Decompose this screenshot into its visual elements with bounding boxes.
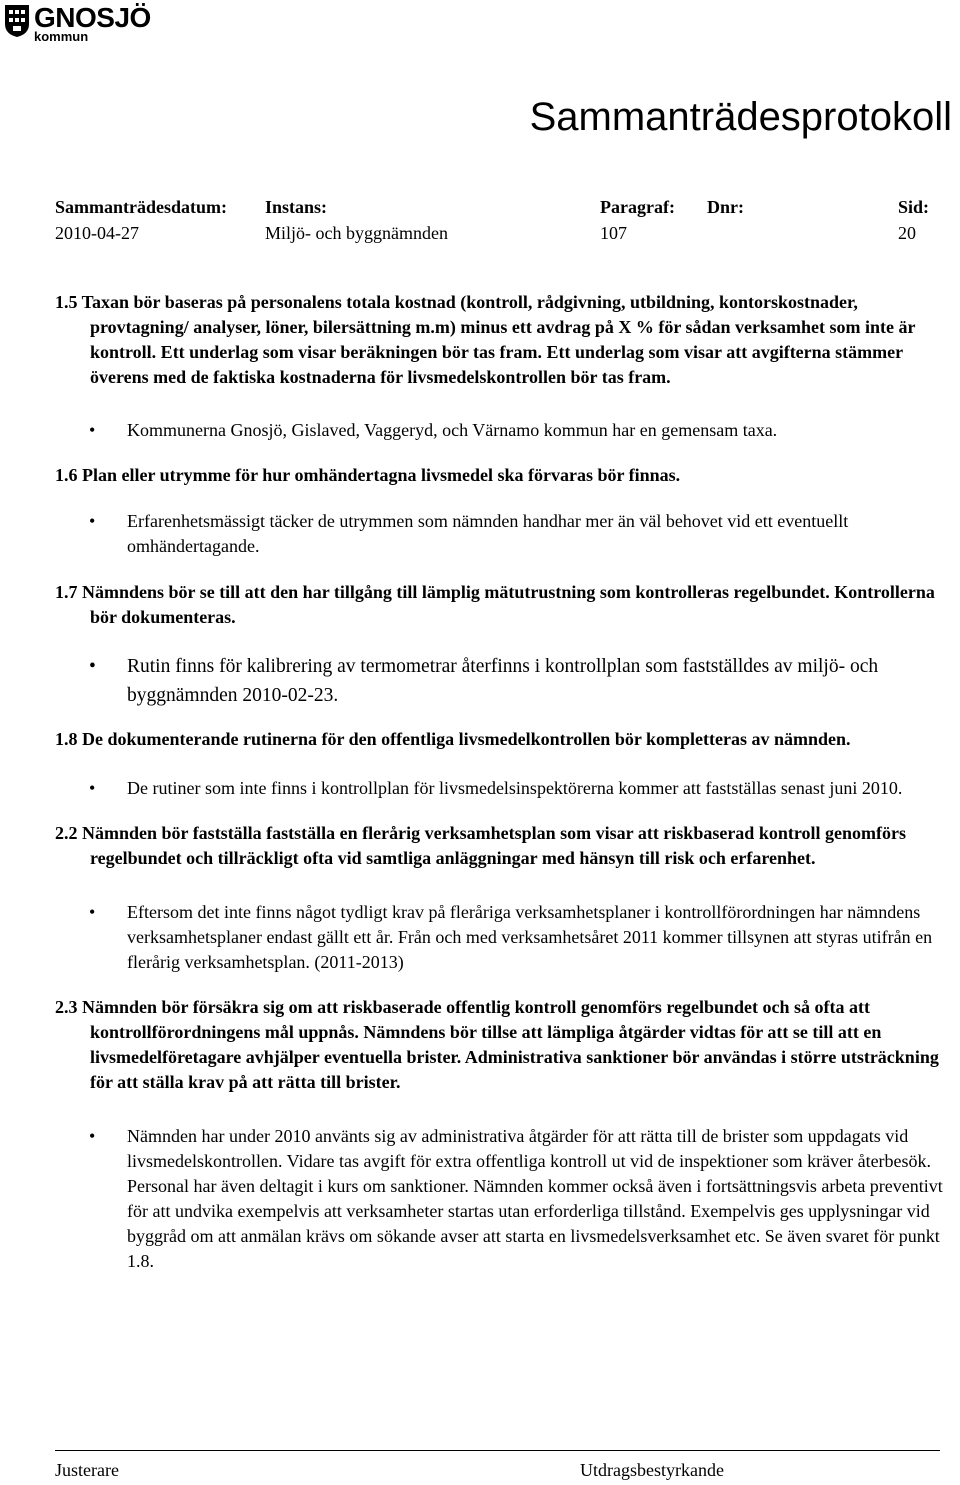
footer-utdragsbestyrkande: Utdragsbestyrkande (580, 1460, 724, 1480)
bullet-text: De rutiner som inte finns i kontrollplan för livsmedelsinspektörerna kommer att fastställas senast juni 2010. (127, 778, 903, 798)
bullets-2-2 (55, 900, 945, 975)
instans-value: Miljö- och byggnämnden (265, 223, 448, 243)
date-value: 2010-04-27 (55, 223, 139, 243)
bullet-icon: • (89, 511, 96, 531)
list-item (55, 900, 945, 975)
section-1-8: 1.8 De dokumenterande rutinerna för den offentliga livsmedelkontrollen bör kompletteras av nämnden. (55, 729, 851, 749)
protocol-body (55, 290, 945, 1274)
section-2-2: 2.2 Nämnden bör fastställa fastställa en flerårig verksamhetsplan som visar att riskbaserad kontroll genomförs regelbundet och tillräckligt ofta vid samtliga anläggningar med hänsyn till risk och erfarenhet. (55, 823, 906, 868)
bullets-1-6 (55, 509, 945, 559)
logo-subtitle: kommun (34, 29, 89, 44)
coat-of-arms-icon (4, 4, 30, 38)
paragraf-label: Paragraf: (600, 197, 675, 217)
meta-sid (898, 194, 929, 246)
footer-divider (55, 1450, 940, 1451)
meta-date (55, 194, 227, 246)
bullet-text: Rutin finns för kalibrering av termometrar återfinns i kontrollplan som fastställdes av miljö- och byggnämnden 2010-02-23. (127, 656, 879, 706)
bullet-icon: • (89, 778, 96, 798)
meta-dnr (707, 194, 744, 220)
meta-instans (265, 194, 448, 246)
list-item (55, 1124, 945, 1274)
section-1-7: 1.7 Nämndens bör se till att den har tillgång till lämplig mätutrustning som kontrolleras regelbundet. Kontrollerna bör dokumenteras. (55, 582, 935, 627)
section-1-5: 1.5 Taxan bör baseras på personalens totala kostnad (kontroll, rådgivning, utbildning, kontorskostnader, provtagning/ analyser, löner, bilersättning m.m) minus ett avdrag på X % för sådan verksamhet som inte är kontroll. Ett underlag som visar beräkningen bör tas fram. Ett underlag som visar att avgifterna stämmer överens med de faktiska kostnaderna för livsmedelskontrollen bör tas fram. (55, 292, 916, 387)
logo-name: GNOSJÖ (34, 2, 151, 33)
bullets-1-8 (55, 776, 945, 801)
list-item (55, 418, 945, 443)
bullets-2-3 (55, 1124, 945, 1274)
bullet-text: Erfarenhetsmässigt täcker de utrymmen som nämnden handhar mer än väl behovet vid ett eventuellt omhändertagande. (127, 511, 849, 556)
bullet-text: Nämnden har under 2010 använts sig av administrativa åtgärder för att rätta till de brister som uppdagats vid livsmedelskontrollen. Vidare tas avgift för extra offentliga kontroll ut vid de inspektioner som kräver återbesök. Personal har även deltagit i kurs om sanktioner. Nämnden kommer också även i fortsättningsvis arbeta preventivt för att undvika exempelvis att verksamheter startas utan erforderliga tillstånd. Exempelvis ges upplysningar vid byggråd om att anmälan krävs om sökande avser att starta en livsmedelsverksamhet etc. Se även svaret för punkt 1.8. (127, 1126, 943, 1271)
section-2-3: 2.3 Nämnden bör försäkra sig om att riskbaserade offentlig kontroll genomförs regelbundet och så ofta att kontrollförordningens mål uppnås. Nämndens bör tillse att lämpliga åtgärder vidtas för att se till att en livsmedelföretagare avhjälper eventuella brister. Administrativa sanktioner bör användas i större utsträckning för att ställa krav på att rätta till brister. (55, 997, 939, 1092)
page-title: Sammanträdesprotokoll (529, 95, 952, 139)
list-item (55, 509, 945, 559)
section-1-6: 1.6 Plan eller utrymme för hur omhändertagna livsmedel ska förvaras bör finnas. (55, 465, 681, 485)
bullet-icon: • (89, 1126, 96, 1146)
instans-label: Instans: (265, 197, 328, 217)
date-label: Sammanträdesdatum: (55, 197, 228, 217)
paragraf-value: 107 (600, 223, 627, 243)
dnr-label: Dnr: (707, 197, 744, 217)
footer-justerare: Justerare (55, 1460, 119, 1480)
bullets-1-7 (55, 652, 945, 710)
bullet-icon: • (89, 902, 96, 922)
bullets-1-5 (55, 418, 945, 443)
list-item (55, 652, 945, 710)
meta-paragraf (600, 194, 675, 246)
sid-label: Sid: (898, 197, 930, 217)
municipality-logo (4, 4, 151, 43)
bullet-text: Eftersom det inte finns något tydligt krav på fleråriga verksamhetsplaner i kontrollförordningen har nämndens verksamhetsplaner endast gällt ett år. Från och med verksamhetsåret 2011 kommer tillsynen att styras utifrån en flerårig verksamhetsplan. (2011-2013) (127, 902, 933, 972)
bullet-text: Kommunerna Gnosjö, Gislaved, Vaggeryd, och Värnamo kommun har en gemensam taxa. (127, 420, 778, 440)
sid-value: 20 (898, 223, 916, 243)
bullet-icon: • (89, 420, 96, 440)
bullet-icon: • (89, 656, 96, 677)
list-item (55, 776, 945, 801)
